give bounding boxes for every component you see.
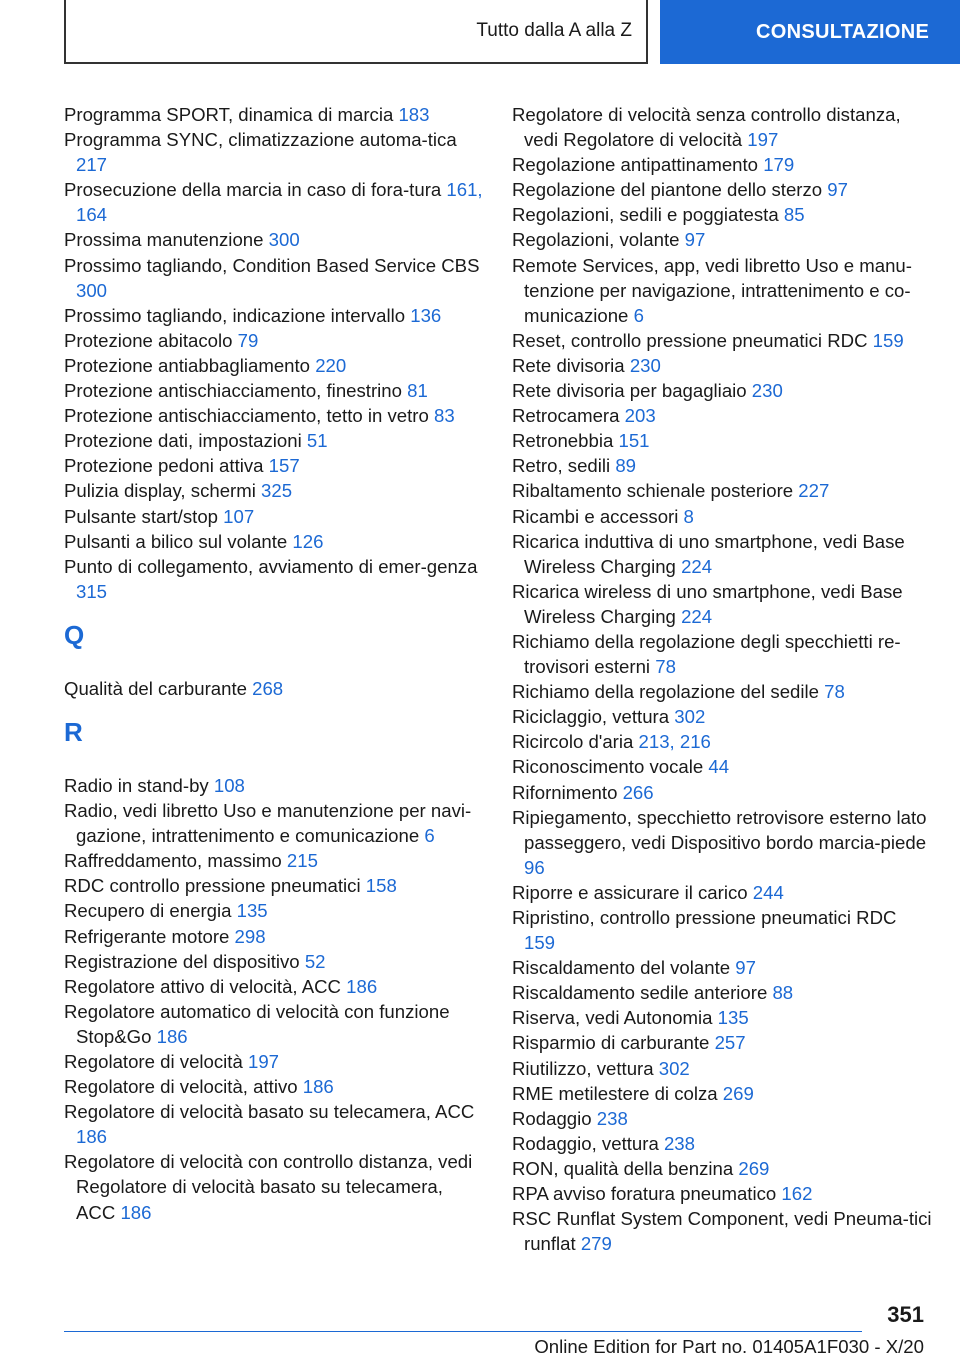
index-entry-text: Regolatore attivo di velocità, ACC: [64, 975, 347, 997]
page-reference-link[interactable]: 96: [524, 856, 545, 878]
index-entry: [64, 428, 484, 453]
index-entry-text: Regolazioni, sedili e poggiatesta: [512, 204, 784, 226]
page-reference-link[interactable]: 325: [261, 480, 293, 502]
page-reference-link[interactable]: 186: [76, 1126, 108, 1148]
index-entry: [512, 1081, 932, 1106]
index-entry-text: Radio, vedi libretto Uso e manutenzione per navi‐gazione, intrattenimento e comunicazione: [64, 800, 472, 847]
index-entry-text: Regolatore di velocità con controllo distanza, vedi Regolatore di velocità basato su telecamera, ACC: [64, 1151, 473, 1223]
index-entry-text: Regolazione del piantone dello sterzo: [512, 179, 828, 201]
page-reference-link[interactable]: 302: [674, 706, 706, 728]
index-entry: [512, 403, 932, 428]
index-entry: [64, 1074, 484, 1099]
page-reference-link[interactable]: 217: [76, 154, 108, 176]
index-entry-text: Protezione dati, impostazioni: [64, 430, 307, 452]
page-reference-link[interactable]: 159: [524, 932, 556, 954]
page-reference-link[interactable]: 135: [236, 900, 268, 922]
index-entry-text: Ricircolo d'aria: [512, 731, 639, 753]
page-reference-link[interactable]: 213, 216: [638, 731, 711, 753]
index-entry: [512, 1030, 932, 1055]
index-entry: [64, 873, 484, 898]
index-entry-text: Risparmio di carburante: [512, 1032, 715, 1054]
page-reference-link[interactable]: 224: [681, 605, 713, 627]
page-reference-link[interactable]: 126: [292, 530, 324, 552]
page-reference-link[interactable]: 224: [681, 555, 713, 577]
page-reference-link[interactable]: 230: [629, 354, 661, 376]
index-entry-text: Regolatore di velocità basato su telecamera, ACC: [64, 1101, 475, 1123]
index-entry: [512, 1181, 932, 1206]
index-entry-text: RDC controllo pressione pneumatici: [64, 875, 366, 897]
index-entry-text: RON, qualità della benzina: [512, 1157, 739, 1179]
page-reference-link[interactable]: 44: [708, 756, 730, 778]
page-reference-link[interactable]: 197: [747, 129, 779, 151]
index-entry: [512, 980, 932, 1005]
index-entry: [512, 177, 932, 202]
page-reference-link[interactable]: 244: [752, 881, 784, 903]
index-entry-text: Prossimo tagliando, indicazione intervallo: [64, 304, 411, 326]
index-entry-text: Protezione antiabbagliamento: [64, 354, 316, 376]
index-entry: [512, 679, 932, 704]
index-entry: [64, 227, 484, 252]
page-reference-link[interactable]: 279: [580, 1233, 612, 1255]
index-entry: [512, 328, 932, 353]
index-entry-text: Regolatore di velocità, attivo: [64, 1076, 303, 1098]
index-entry: [512, 1131, 932, 1156]
index-entry-text: Rodaggio: [512, 1107, 597, 1129]
index-entry-text: Retro, sedili: [512, 455, 616, 477]
index-entry: [64, 403, 484, 428]
page-reference-link[interactable]: 6: [424, 825, 435, 847]
index-column-left: [64, 102, 484, 1225]
index-entry-text: RSC Runflat System Component, vedi Pneuma‐tici runflat: [512, 1208, 932, 1255]
index-entry: [64, 924, 484, 949]
index-entry: [64, 1149, 484, 1224]
index-column-right: [512, 102, 932, 1256]
page-reference-link[interactable]: 302: [658, 1057, 690, 1079]
index-letter-heading: Q: [64, 619, 85, 650]
section-title: Tutto dalla A alla Z: [476, 20, 632, 41]
page-number: 351: [887, 1302, 924, 1327]
page-reference-link[interactable]: 97: [827, 179, 848, 201]
index-entry: [512, 1206, 932, 1256]
index-entry-text: Regolatore di velocità senza controllo distanza, vedi Regolatore di velocità: [512, 104, 901, 151]
index-entry: [512, 1156, 932, 1181]
index-entry-text: Protezione pedoni attiva: [64, 455, 269, 477]
index-entry-text: Regolazioni, volante: [512, 229, 685, 251]
index-entry-text: Ripristino, controllo pressione pneumatici RDC: [512, 907, 897, 928]
index-entry-text: Retrocamera: [512, 405, 625, 427]
index-entry: [64, 1099, 484, 1149]
page-reference-link[interactable]: 6: [633, 304, 644, 326]
index-entry: [64, 378, 484, 403]
index-entry: [64, 999, 484, 1049]
index-entry: [512, 905, 932, 955]
index-entry-text: RPA avviso foratura pneumatico: [512, 1183, 782, 1205]
index-entry: [64, 478, 484, 503]
page-reference-link[interactable]: 238: [596, 1107, 628, 1129]
index-entry: [512, 629, 932, 679]
footer-divider: [64, 1331, 862, 1332]
index-entry: [512, 955, 932, 980]
index-entry-text: Riconoscimento vocale: [512, 756, 709, 778]
page-reference-link[interactable]: 79: [237, 329, 259, 351]
page-reference-link[interactable]: 298: [234, 925, 266, 947]
page-reference-link[interactable]: 88: [772, 982, 794, 1004]
index-entry-text: Raffreddamento, massimo: [64, 850, 287, 872]
index-entry-text: Ricarica induttiva di uno smartphone, vedi Base Wireless Charging: [512, 530, 905, 577]
index-letter-heading: R: [64, 716, 83, 747]
index-entry-text: Prosecuzione della marcia in caso di fora‐tura: [64, 179, 447, 201]
footer-edition: Online Edition for Part no. 01405A1F030 - X/20: [534, 1336, 924, 1357]
page-reference-link[interactable]: 51: [306, 430, 328, 452]
index-entry-text: Programma SYNC, climatizzazione automa‐tica: [64, 129, 457, 151]
page-reference-link[interactable]: 97: [684, 229, 706, 251]
chapter-tab[interactable]: [660, 0, 960, 64]
index-entry-text: Ripiegamento, specchietto retrovisore esterno lato passeggero, vedi Dispositivo bordo marcia‐piede: [512, 806, 927, 853]
index-entry-text: Prossima manutenzione: [64, 229, 269, 251]
page-reference-link[interactable]: 108: [213, 774, 245, 796]
index-entry-text: Punto di collegamento, avviamento di emer‐genza: [64, 555, 478, 577]
index-entry: [512, 780, 932, 805]
index-entry-text: Regolatore di velocità: [64, 1051, 248, 1072]
index-entry-text: Ricarica wireless di uno smartphone, vedi Base Wireless Charging: [512, 580, 903, 627]
page-reference-link[interactable]: 85: [783, 204, 805, 226]
index-entry-text: Prossimo tagliando, Condition Based Service CBS: [64, 254, 480, 276]
page-reference-link[interactable]: 78: [655, 656, 676, 678]
index-entry: [512, 102, 932, 152]
page-reference-link[interactable]: 161, 164: [76, 179, 483, 226]
index-entry: [512, 428, 932, 453]
index-entry-text: Registrazione del dispositivo: [64, 950, 305, 972]
index-entry: [64, 127, 484, 177]
index-entry-text: Qualità del carburante: [64, 677, 253, 699]
index-entry: [64, 554, 484, 604]
index-entry: [512, 880, 932, 905]
index-entry: [64, 504, 484, 529]
page-reference-link[interactable]: 220: [315, 354, 347, 376]
index-entry: [512, 729, 932, 754]
page-reference-link[interactable]: 300: [268, 229, 300, 251]
page-reference-link[interactable]: 151: [618, 430, 650, 452]
index-entry-text: Riutilizzo, vettura: [512, 1057, 659, 1079]
page-reference-link[interactable]: 81: [407, 380, 428, 402]
page-reference-link[interactable]: 227: [798, 480, 830, 502]
index-entry: [512, 529, 932, 579]
section-header: [64, 0, 648, 64]
chapter-title: CONSULTAZIONE: [756, 20, 930, 43]
index-entry-text: Rifornimento: [512, 781, 623, 803]
index-entry: [512, 378, 932, 403]
page-reference-link[interactable]: 186: [346, 975, 378, 997]
index-entry: [512, 353, 932, 378]
index-entry-text: Rete divisoria per bagagliaio: [512, 380, 752, 402]
index-entry-text: Richiamo della regolazione del sedile: [512, 681, 825, 703]
page-reference-link[interactable]: 186: [302, 1076, 334, 1098]
index-entry-text: Ricambi e accessori: [512, 505, 684, 527]
index-entry-text: Richiamo della regolazione degli specchietti re‐trovisori esterni: [512, 630, 901, 678]
index-entry: [64, 353, 484, 378]
index-entry: [512, 1005, 932, 1030]
index-entry: [64, 898, 484, 923]
page-reference-link[interactable]: 83: [434, 405, 455, 427]
index-entry: [512, 805, 932, 880]
page-reference-link[interactable]: 269: [722, 1082, 754, 1104]
page-reference-link[interactable]: 266: [622, 781, 654, 803]
index-entry: [512, 202, 932, 227]
page-reference-link[interactable]: 179: [763, 154, 795, 176]
index-entry-text: Recupero di energia: [64, 900, 237, 922]
index-entry-text: Protezione abitacolo: [64, 329, 238, 351]
page-reference-link[interactable]: 157: [268, 455, 300, 477]
index-entry: [64, 949, 484, 974]
page-reference-link[interactable]: 52: [304, 950, 326, 972]
index-entry-text: Rodaggio, vettura: [512, 1132, 664, 1154]
page-reference-link[interactable]: 97: [735, 957, 756, 979]
index-entry-text: Remote Services, app, vedi libretto Uso e manu‐tenzione per navigazione, intrattenimento e co‐municazione: [512, 254, 912, 326]
page-reference-link[interactable]: 136: [410, 304, 442, 326]
page-reference-link[interactable]: 203: [624, 405, 656, 427]
index-entry-text: Protezione antischiacciamento, finestrino: [64, 380, 408, 402]
page-reference-link[interactable]: 215: [286, 850, 318, 872]
index-entry-text: Ribaltamento schienale posteriore: [512, 480, 799, 502]
index-entry-text: Riscaldamento sedile anteriore: [512, 982, 773, 1004]
index-entry-text: Pulsanti a bilico sul volante: [64, 530, 293, 552]
page-reference-link[interactable]: 230: [751, 380, 783, 402]
page-reference-link[interactable]: 135: [717, 1007, 749, 1029]
page-reference-link[interactable]: 183: [398, 104, 430, 125]
page-reference-link[interactable]: 197: [247, 1051, 280, 1072]
index-entry-text: Riciclaggio, vettura: [512, 706, 675, 728]
index-entry: [64, 773, 484, 798]
page-reference-link[interactable]: 269: [738, 1157, 770, 1179]
page-reference-link[interactable]: 315: [76, 580, 108, 602]
page-reference-link[interactable]: 89: [615, 455, 637, 477]
index-entry: [512, 453, 932, 478]
index-entry-text: Retronebbia: [512, 430, 619, 452]
page-reference-link[interactable]: 238: [663, 1132, 695, 1154]
index-entry-text: Reset, controllo pressione pneumatici RDC: [512, 329, 873, 351]
index-entry: [64, 177, 484, 227]
index-entry-text: Protezione antischiacciamento, tetto in vetro: [64, 405, 435, 427]
index-entry: [64, 328, 484, 353]
index-entry-text: Radio in stand-by: [64, 774, 214, 796]
page-reference-link[interactable]: 186: [156, 1025, 188, 1047]
index-entry: [512, 1056, 932, 1081]
page-reference-link[interactable]: 162: [781, 1183, 813, 1205]
index-entry-text: Pulizia display, schermi: [64, 480, 262, 502]
page-reference-link[interactable]: 158: [365, 875, 397, 897]
index-entry: [64, 253, 484, 303]
index-entry-text: Regolazione antipattinamento: [512, 154, 764, 176]
index-entry-text: Riporre e assicurare il carico: [512, 881, 753, 903]
index-entry-text: Riscaldamento del volante: [512, 957, 736, 979]
index-entry: [64, 303, 484, 328]
index-entry: [64, 676, 484, 701]
index-entry: [512, 754, 932, 779]
index-entry: [512, 253, 932, 328]
index-entry: [512, 704, 932, 729]
index-entry: [64, 798, 484, 848]
index-entry: [512, 1106, 932, 1131]
page-reference-link[interactable]: 186: [120, 1201, 152, 1223]
index-entry: [512, 504, 932, 529]
page-reference-link[interactable]: 159: [872, 329, 904, 351]
index-entry: [64, 848, 484, 873]
page-reference-link[interactable]: 8: [683, 505, 694, 527]
page-reference-link[interactable]: 78: [824, 681, 845, 703]
index-entry-text: Regolatore automatico di velocità con funzione Stop&Go: [64, 1000, 450, 1047]
index-entry-text: Refrigerante motore: [64, 925, 235, 947]
index-entry: [512, 152, 932, 177]
index-entry: [512, 227, 932, 252]
index-entry: [512, 579, 932, 629]
page-reference-link[interactable]: 300: [76, 279, 108, 301]
page-reference-link[interactable]: 257: [714, 1032, 746, 1054]
index-entry: [64, 1049, 484, 1074]
page-reference-link[interactable]: 268: [252, 677, 284, 699]
index-entry-text: RME metilestere di colza: [512, 1082, 723, 1104]
index-entry: [64, 974, 484, 999]
index-entry-text: Pulsante start/stop: [64, 505, 224, 527]
index-entry: [64, 529, 484, 554]
index-entry: [512, 478, 932, 503]
index-entry: [64, 102, 484, 127]
index-entry-text: Rete divisoria: [512, 354, 630, 376]
index-entry: [64, 453, 484, 478]
index-entry-text: Riserva, vedi Autonomia: [512, 1007, 718, 1029]
page-reference-link[interactable]: 107: [223, 505, 255, 527]
index-entry-text: Programma SPORT, dinamica di marcia: [64, 104, 399, 125]
